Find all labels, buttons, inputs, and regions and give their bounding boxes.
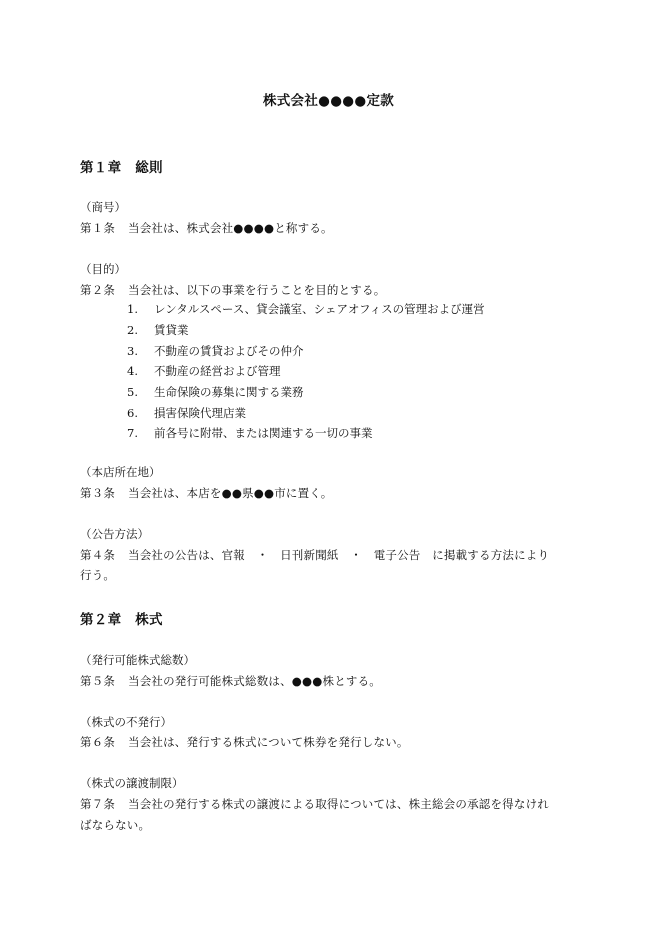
- article-7-number: 第７条: [80, 797, 116, 811]
- list-item-number: 5.: [127, 385, 138, 399]
- article-4: [80, 547, 549, 563]
- list-item: [127, 301, 485, 317]
- article-1: [80, 220, 333, 236]
- list-item-text: 不動産の賃貸およびその仲介: [154, 344, 304, 358]
- article-3: [80, 485, 333, 501]
- article-6: [80, 734, 409, 750]
- list-item: [127, 425, 373, 441]
- article-2-number: 第２条: [80, 283, 116, 297]
- list-item-number: 2.: [127, 323, 138, 337]
- list-item-number: 7.: [127, 426, 138, 440]
- article-7-continuation: ばならない。: [80, 818, 151, 832]
- article-3-number: 第３条: [80, 486, 116, 500]
- article-6-number: 第６条: [80, 735, 116, 749]
- list-item-text: 不動産の経営および管理: [154, 364, 281, 378]
- list-item-text: 賃貸業: [154, 323, 189, 337]
- list-item-number: 6.: [127, 406, 138, 420]
- list-item: [127, 322, 189, 338]
- list-item-number: 1.: [127, 302, 138, 316]
- list-item: [127, 363, 281, 379]
- article-3-caption: （本店所在地）: [80, 465, 161, 479]
- article-4-caption: （公告方法）: [80, 527, 149, 541]
- article-5-caption: （発行可能株式総数）: [80, 653, 195, 667]
- chapter-1-heading: 第１章 総則: [80, 160, 163, 176]
- list-item-text: 生命保険の募集に関する業務: [154, 385, 304, 399]
- article-1-caption: （商号）: [80, 200, 126, 214]
- list-item-text: 損害保険代理店業: [154, 406, 246, 420]
- article-2-caption: （目的）: [80, 262, 126, 276]
- list-item-text: レンタルスペース、貸会議室、シェアオフィスの管理および運営: [154, 302, 485, 316]
- list-item-number: 4.: [127, 364, 138, 378]
- list-item-number: 3.: [127, 344, 138, 358]
- article-5-text: 当会社の発行可能株式総数は、●●●株とする。: [128, 674, 382, 688]
- article-4-text: 当会社の公告は、官報 ・ 日刊新聞紙 ・ 電子公告 に掲載する方法により: [128, 548, 550, 562]
- article-3-text: 当会社は、本店を●●県●●市に置く。: [128, 486, 333, 500]
- article-4-number: 第４条: [80, 548, 116, 562]
- article-7-caption: （株式の譲渡制限）: [80, 776, 184, 790]
- document-title: 株式会社●●●●定款: [262, 93, 395, 109]
- article-5: [80, 673, 381, 689]
- list-item: [127, 405, 246, 421]
- article-7-text: 当会社の発行する株式の譲渡による取得については、株主総会の承認を得なけれ: [128, 797, 549, 811]
- article-1-text: 当会社は、株式会社●●●●と称する。: [128, 221, 333, 235]
- list-item: [127, 384, 304, 400]
- article-2: [80, 282, 385, 298]
- article-7: [80, 796, 549, 812]
- article-6-text: 当会社は、発行する株式について株券を発行しない。: [128, 735, 409, 749]
- article-6-caption: （株式の不発行）: [80, 715, 172, 729]
- article-4-continuation: 行う。: [80, 568, 116, 582]
- list-item: [127, 343, 304, 359]
- list-item-text: 前各号に附帯、または関連する一切の事業: [154, 426, 373, 440]
- article-1-number: 第１条: [80, 221, 116, 235]
- chapter-2-heading: 第２章 株式: [80, 612, 163, 628]
- article-2-text: 当会社は、以下の事業を行うことを目的とする。: [128, 283, 386, 297]
- article-5-number: 第５条: [80, 674, 116, 688]
